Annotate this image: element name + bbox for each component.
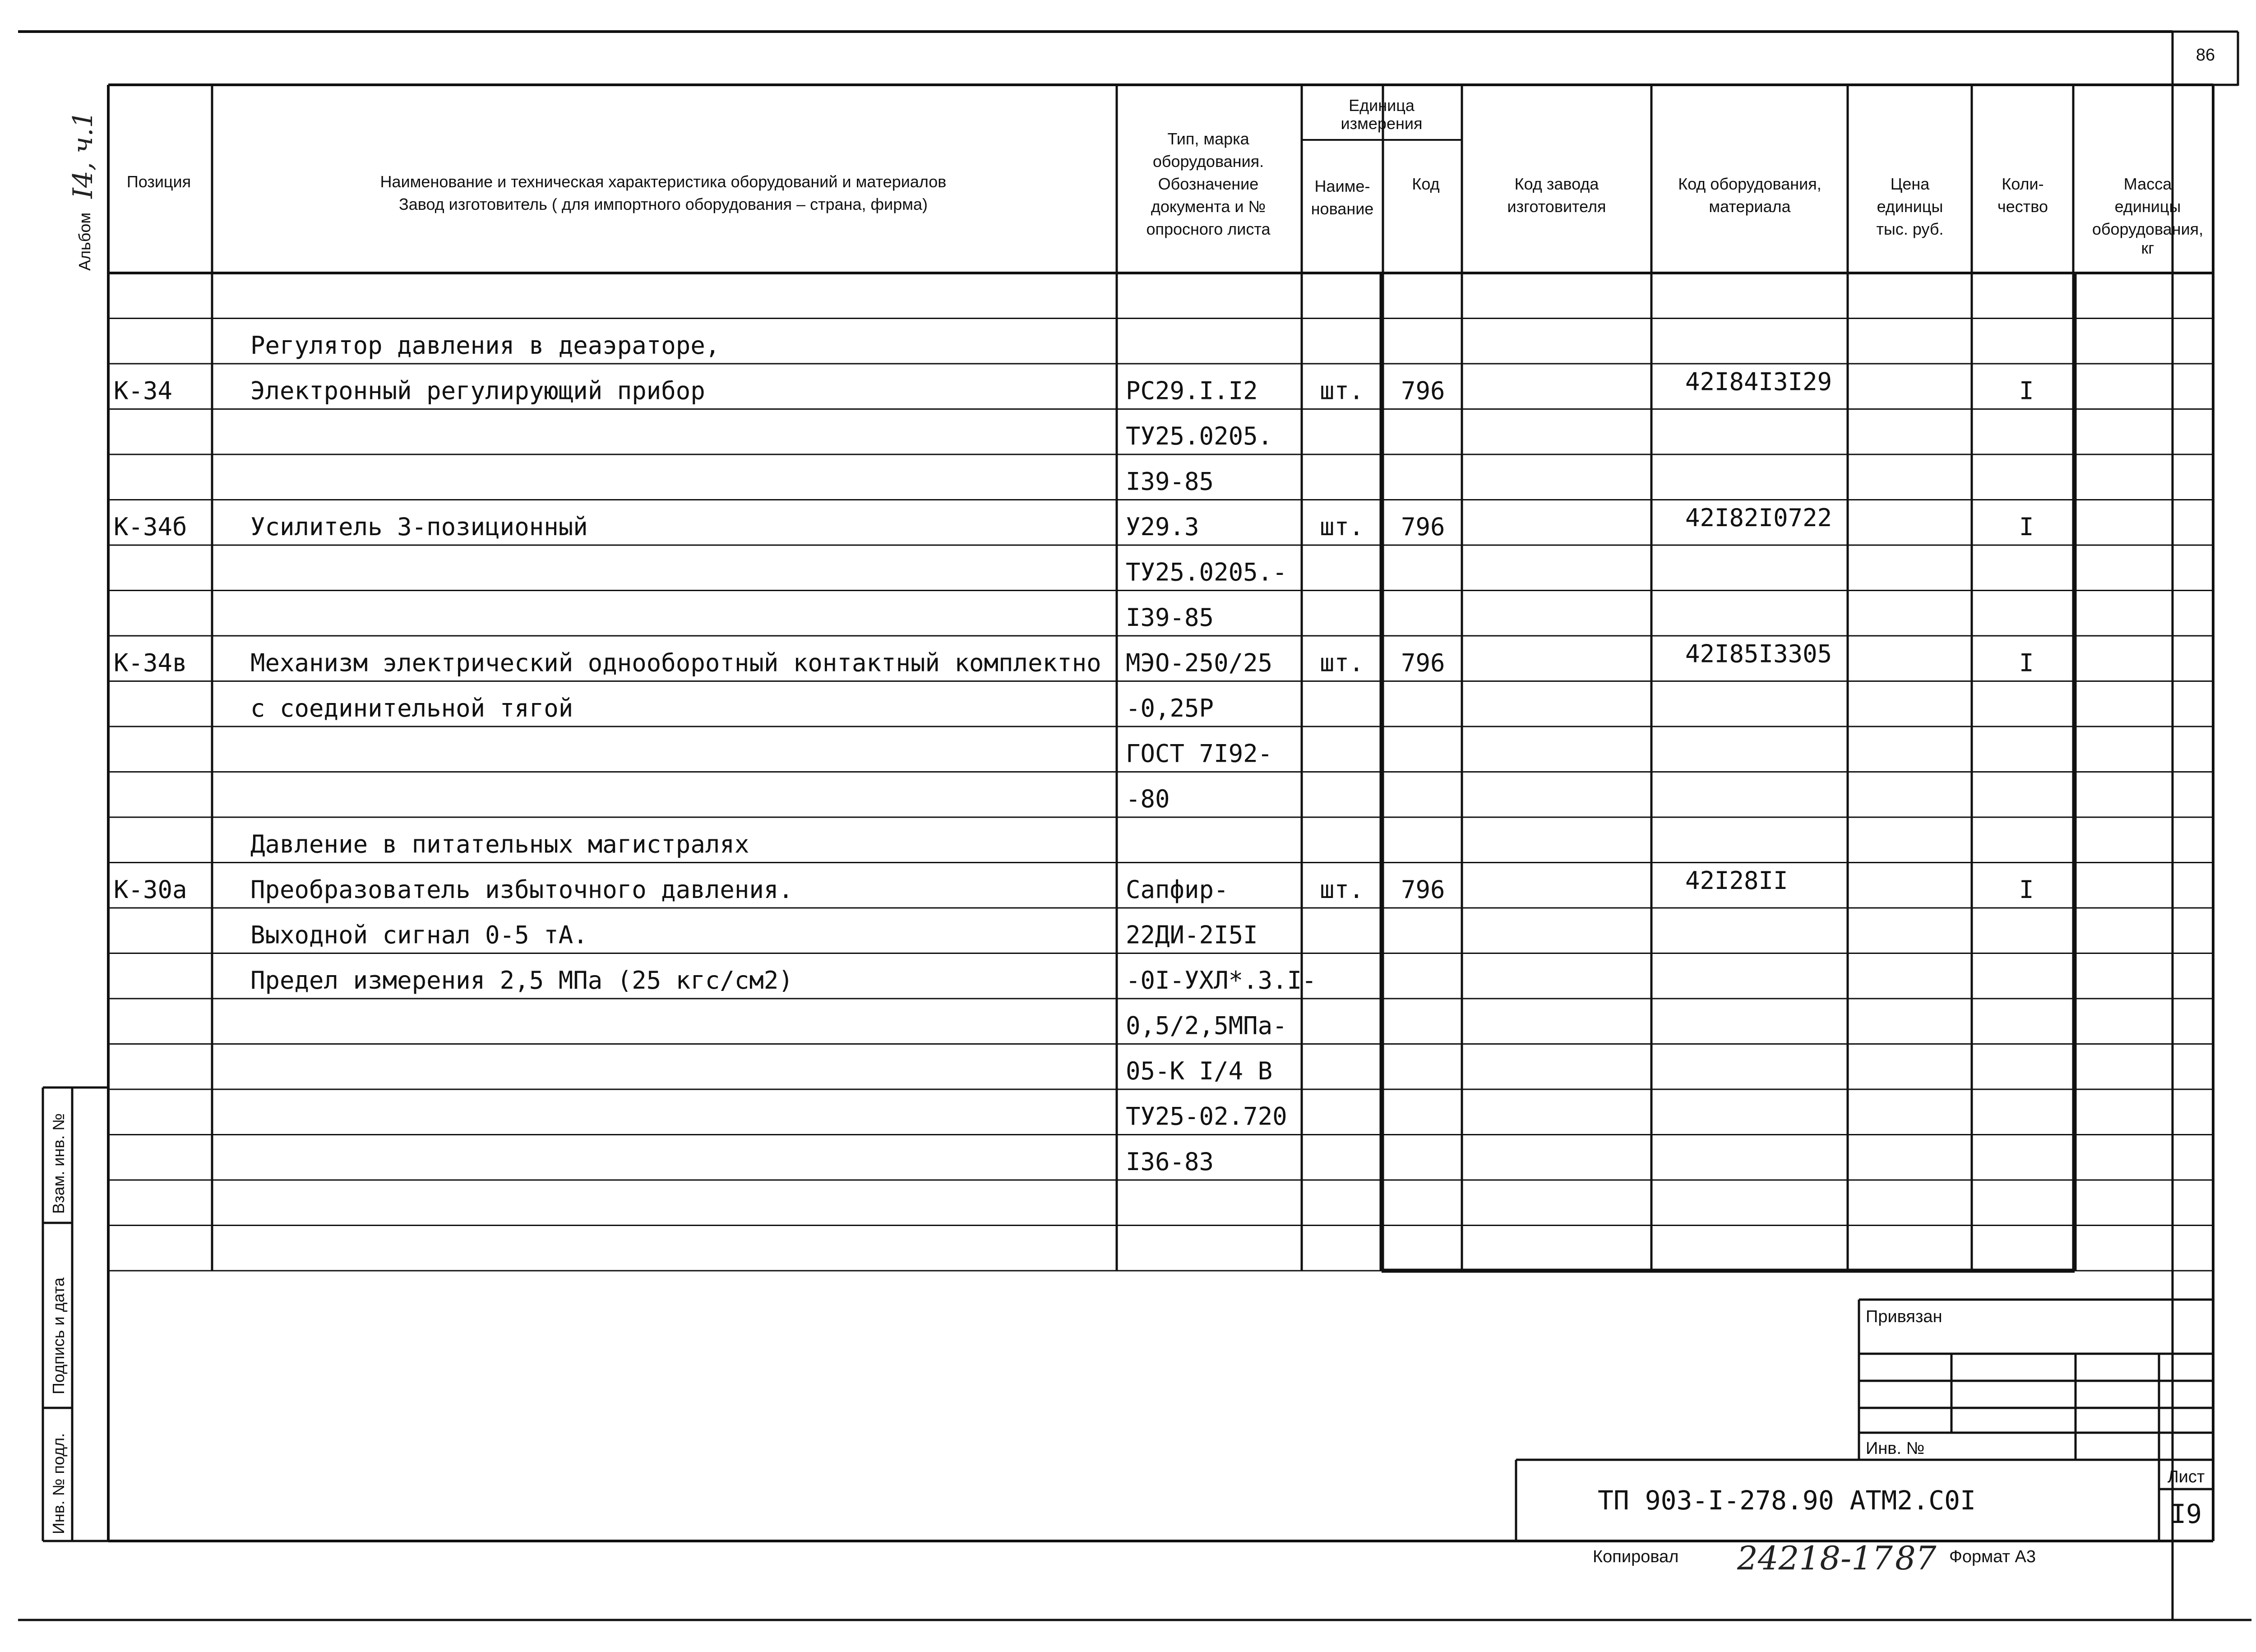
cell-type: I39-85 (1126, 467, 1214, 496)
cell-pos: К-34в (114, 648, 187, 677)
header-type-4: документа и № (1151, 197, 1266, 216)
cell-code: 796 (1401, 376, 1445, 405)
header-factory-2: изготовителя (1507, 197, 1606, 216)
cell-type: МЭО-250/25 (1126, 648, 1273, 677)
cell-equip: 42I82I0722 (1685, 504, 1832, 532)
cell-name: Электронный регулирующий прибор (250, 376, 705, 405)
inv-no-label: Инв. № (1866, 1439, 1925, 1458)
cell-type: ТУ25.0205.- (1126, 558, 1287, 587)
table-row (1126, 558, 1287, 587)
stamp-podpis: Подпись и дата (49, 1277, 68, 1394)
cell-qty: I (2019, 376, 2034, 405)
cell-qty: I (2019, 648, 2034, 677)
header-name-line2: Завод изготовитель ( для импортного оборудования – страна, фирма) (398, 195, 928, 213)
header-mass-3: оборудования, (2092, 220, 2204, 238)
table-row (1126, 785, 1170, 813)
header-price-3: тыс. руб. (1876, 220, 1944, 238)
cell-type: ТУ25.0205. (1126, 422, 1273, 450)
cell-type: У29.3 (1126, 513, 1199, 541)
header-mass-4: кг (2141, 239, 2154, 257)
header-qty-1: Коли- (2002, 175, 2044, 193)
handwritten-num: 87 (1895, 1539, 1937, 1577)
cell-type: -0,25Р (1126, 694, 1214, 722)
header-unit-name-1: Наиме- (1314, 177, 1370, 195)
table-row (250, 830, 749, 859)
album-value: I4, ч.1 (67, 111, 99, 199)
table-row (250, 966, 1317, 995)
cell-name: Усилитель 3-позиционный (250, 513, 588, 541)
cell-code: 796 (1401, 648, 1445, 677)
cell-name: Давление в питательных магистралях (250, 830, 749, 859)
header-equip-2: материала (1709, 197, 1791, 216)
cell-equip: 42I28II (1685, 866, 1788, 895)
cell-type: 22ДИ-2I5I (1126, 921, 1258, 949)
header-unit-2: измерения (1341, 114, 1423, 133)
cell-qty: I (2019, 513, 2034, 541)
cell-pos: К-34б (114, 513, 187, 541)
table-row (1126, 1012, 1287, 1040)
header-type-3: Обозначение (1158, 175, 1259, 193)
cell-equip: 42I85I3305 (1685, 639, 1832, 668)
header-mass-2: единицы (2114, 197, 2181, 216)
header-equip-1: Код оборудования, (1678, 175, 1821, 193)
cell-name: Предел измерения 2,5 МПа (25 кгс/см2) (250, 966, 793, 995)
cell-type: Сапфир- (1126, 875, 1229, 904)
header-factory-1: Код завода (1514, 175, 1599, 193)
cell-unit: шт. (1320, 875, 1364, 904)
stamp-vzam: Взам. инв. № (49, 1113, 68, 1214)
cell-name: с соединительной тягой (250, 694, 573, 722)
table-row (1126, 467, 1214, 496)
table-row (1126, 1148, 1214, 1176)
header-type-1: Тип, марка (1167, 130, 1249, 148)
cell-type: I39-85 (1126, 603, 1214, 632)
cell-name: Механизм электрический однооборотный контактный комплектно (250, 648, 1101, 677)
album-label-text: Альбом (75, 212, 94, 271)
table-row (1126, 1057, 1272, 1085)
header-type-2: оборудования. (1152, 152, 1264, 171)
table-row (1126, 1102, 1287, 1131)
format-label: Формат А3 (1949, 1547, 2036, 1566)
cell-name: Регулятор давления в деаэраторе, (250, 331, 720, 360)
header-price-1: Цена (1890, 175, 1930, 193)
cell-name: Выходной сигнал 0-5 тА. (250, 921, 588, 949)
table-row (1126, 422, 1272, 450)
cell-name: Преобразователь избыточного давления. (250, 875, 793, 904)
page-number: 86 (2196, 46, 2215, 65)
header-unit-code: Код (1412, 175, 1440, 193)
table-row (1126, 740, 1272, 768)
cell-pos: К-34 (114, 376, 173, 405)
cell-unit: шт. (1320, 648, 1364, 677)
sheet-label: Лист (2167, 1467, 2205, 1486)
cell-code: 796 (1401, 513, 1445, 541)
cell-pos: К-30а (114, 875, 187, 904)
handwritten-number: 24218-17 (1737, 1539, 1893, 1577)
stamp-inv-podl: Инв. № подл. (49, 1433, 68, 1534)
sheet-number: I9 (2170, 1499, 2202, 1529)
cell-type: ТУ25-02.720 (1126, 1102, 1287, 1131)
header-type-5: опросного листа (1146, 220, 1271, 238)
header-name-line1: Наименование и техническая характеристика оборудований и материалов (380, 172, 947, 191)
kopiroval-label: Копировал (1593, 1547, 1679, 1566)
cell-type: -0I-УХЛ*.3.I- (1126, 966, 1317, 995)
cell-type: I36-83 (1126, 1148, 1214, 1176)
header-position: Позиция (126, 172, 191, 191)
cell-equip: 42I84I3I29 (1685, 367, 1832, 396)
cell-unit: шт. (1320, 513, 1364, 541)
header-qty-2: чество (1997, 197, 2048, 216)
header-price-2: единицы (1877, 197, 1943, 216)
header-unit-1: Единица (1349, 96, 1415, 115)
privyazan-label: Привязан (1866, 1307, 1942, 1326)
cell-code: 796 (1401, 875, 1445, 904)
cell-type: РС29.I.I2 (1126, 376, 1258, 405)
table-row (250, 331, 720, 360)
cell-type: -80 (1126, 785, 1170, 813)
header-mass-1: Масса (2123, 175, 2172, 193)
cell-qty: I (2019, 875, 2034, 904)
cell-type: 05-К I/4 В (1126, 1057, 1273, 1085)
table-row (1126, 603, 1214, 632)
cell-unit: шт. (1320, 376, 1364, 405)
cell-type: 0,5/2,5МПа- (1126, 1011, 1287, 1040)
header-unit-name-2: нование (1311, 199, 1374, 218)
cell-type: ГОСТ 7I92- (1126, 739, 1273, 768)
document-code: ТП 903-I-278.90 АТМ2.С0I (1597, 1485, 1976, 1516)
